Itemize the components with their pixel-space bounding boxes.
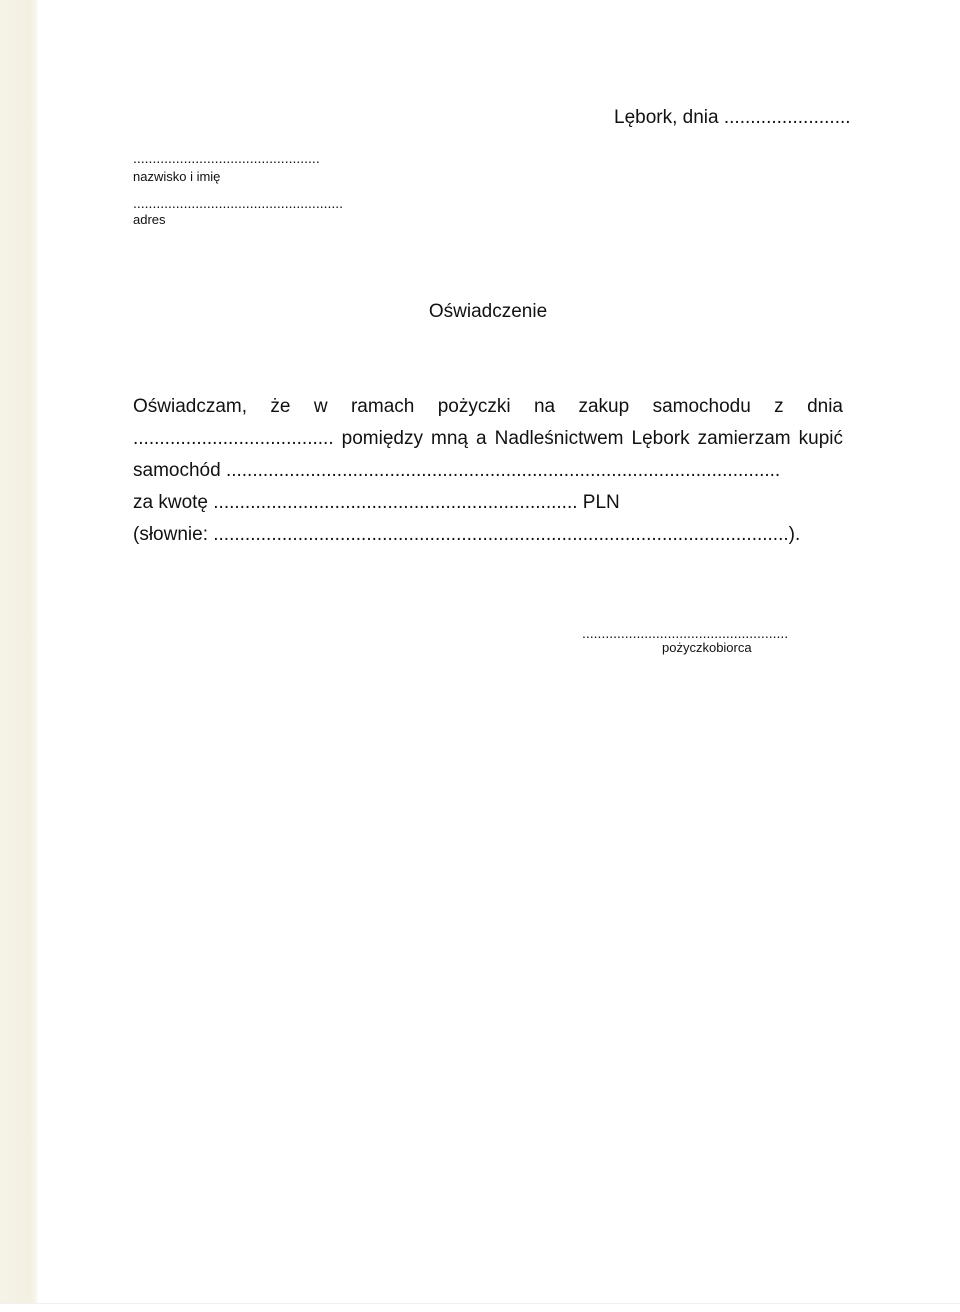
- statement-line-5: (słownie: .............................................................................................................).: [133, 524, 801, 545]
- signature-fill-line: .....................................................: [582, 625, 789, 641]
- statement-body: [133, 396, 843, 556]
- statement-line-3: samochód .........................................................................................................: [133, 460, 781, 481]
- document-title: Oświadczenie: [428, 301, 548, 322]
- statement-line-4: za kwotę ..................................................................... PLN: [133, 492, 620, 513]
- place-date-line: Lębork, dnia ........................: [614, 107, 851, 128]
- statement-line-2: ...................................... pomiędzy mną a Nadleśnictwem Lębork zamierzam kupić: [133, 428, 843, 449]
- statement-line-1: Oświadczam, że w ramach pożyczki na zakup samochodu z dnia: [133, 396, 843, 417]
- scan-left-edge: [0, 0, 38, 1304]
- address-fill-line: ......................................................: [133, 195, 344, 211]
- address-caption: adres: [133, 212, 166, 227]
- signature-caption: pożyczkobiorca: [662, 640, 752, 655]
- name-caption: nazwisko i imię: [133, 169, 221, 184]
- scan-bottom-edge: [0, 1303, 960, 1312]
- name-fill-line: ................................................: [133, 150, 320, 166]
